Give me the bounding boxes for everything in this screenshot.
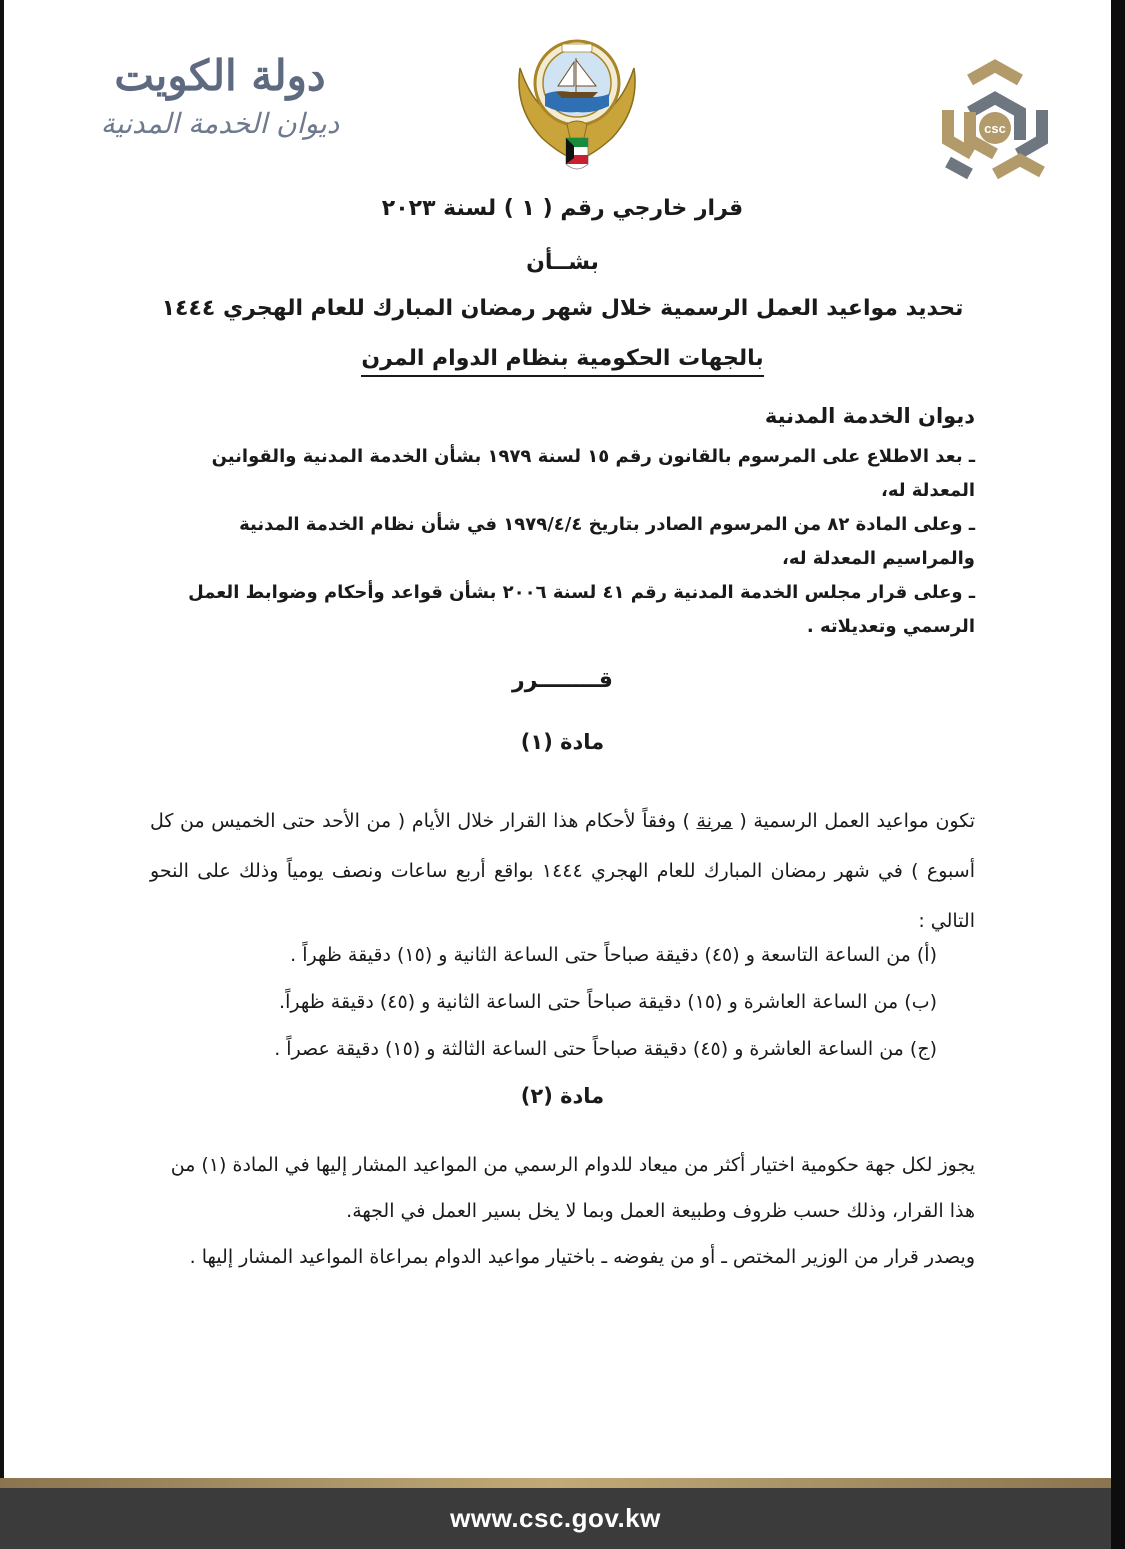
brand-title: دولة الكويت (114, 51, 326, 100)
list-item: (ج) من الساعة العاشرة و (٤٥) دقيقة صباحاً حتى الساعة الثالثة و (١٥) دقيقة عصراً . (274, 1038, 937, 1060)
article-1-flexible-word: مرنة (696, 810, 733, 832)
article-1-paragraph (150, 796, 975, 946)
preamble (150, 440, 975, 644)
article-1-body (150, 796, 975, 946)
preamble-item: ـ وعلى المادة ٨٢ من المرسوم الصادر بتاريخ ١٩٧٩/٤/٤ في شأن نظام الخدمة المدنية والمراسيم المعدلة له، (239, 514, 975, 569)
article-1-text-before: تكون مواعيد العمل الرسمية ( (739, 810, 976, 832)
csc-logo-icon (930, 40, 1060, 190)
decree-subject-line2-text: بالجهات الحكومية بنظام الدوام المرن (361, 346, 763, 377)
brand-subtitle: ديوان الخدمة المدنية (100, 107, 340, 140)
preamble-item: ـ بعد الاطلاع على المرسوم بالقانون رقم ١٥ لسنة ١٩٧٩ بشأن الخدمة المدنية والقوانين المعدلة له، (211, 446, 975, 501)
scan-edge-right (1111, 0, 1125, 1549)
article-2-paragraph: يجوز لكل جهة حكومية اختيار أكثر من ميعاد للدوام الرسمي من المواعيد المشار إليها في المادة (١) من هذا القرار، وذلك حسب ظروف وطبيعة العمل وبما لا يخل بسير العمل في الجهة. (170, 1154, 975, 1222)
footer-gold-band (0, 1478, 1111, 1488)
list-item: (ب) من الساعة العاشرة و (١٥) دقيقة صباحاً حتى الساعة الثانية و (٤٥) دقيقة ظهراً. (279, 991, 937, 1013)
decree-subject-line2 (0, 346, 1125, 371)
article-2-paragraph: ويصدر قرار من الوزير المختص ـ أو من يفوضه ـ باختيار مواعيد الدوام بمراعاة المواعيد المشار إليها . (189, 1246, 975, 1268)
article-1-heading: مادة (١) (520, 730, 605, 754)
article-1-text-after: ) وفقاً لأحكام هذا القرار خلال الأيام ( من الأحد حتى الخميس من كل أسبوع ) في شهر رمضان المبارك للعام الهجري ١٤٤٤ بواقع أربع ساعات ونصف يومياً وذلك على النحو التالي : (150, 810, 975, 932)
footer-bar (0, 1488, 1111, 1549)
preamble-item: ـ وعلى قرار مجلس الخدمة المدنية رقم ٤١ لسنة ٢٠٠٦ بشأن قواعد وأحكام وضوابط العمل الرسمي وتعديلاته . (188, 582, 975, 637)
kuwait-emblem-icon (512, 28, 642, 178)
article-1-items (150, 932, 975, 1073)
regarding-label: بشــأن (526, 250, 599, 275)
article-2-body (150, 1142, 975, 1280)
article-2-heading: مادة (٢) (520, 1084, 605, 1108)
scan-edge-left (0, 0, 4, 1549)
website-link[interactable]: www.csc.gov.kw (450, 1503, 661, 1533)
decree-number: قرار خارجي رقم ( ١ ) لسنة ٢٠٢٣ (381, 196, 744, 221)
decision-heading: قــــــــرر (512, 668, 613, 693)
brand-title-block (90, 48, 350, 168)
csc-logo-text: csc (984, 121, 1006, 136)
list-item: (أ) من الساعة التاسعة و (٤٥) دقيقة صباحاً حتى الساعة الثانية و (١٥) دقيقة ظهراً . (290, 944, 937, 966)
decree-subject: تحديد مواعيد العمل الرسمية خلال شهر رمضان المبارك للعام الهجري ١٤٤٤ (161, 296, 964, 321)
issuing-authority: ديوان الخدمة المدنية (764, 404, 975, 428)
